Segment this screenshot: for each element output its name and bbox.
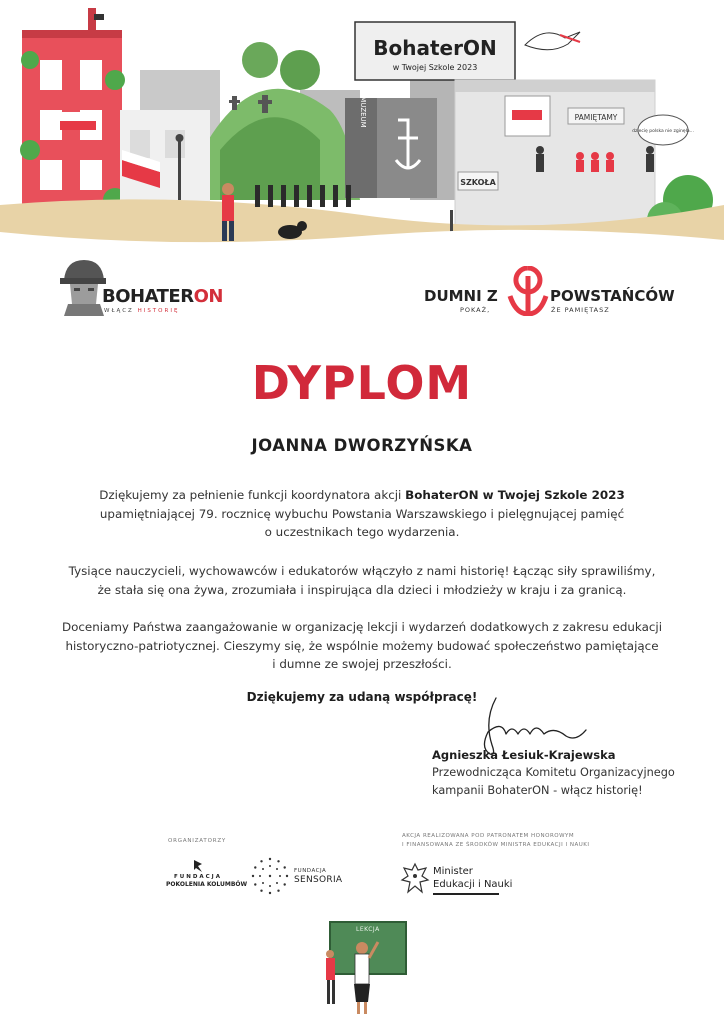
dotted-circle-icon <box>250 856 290 896</box>
thanks-line: Dziękujemy za udaną współpracę! <box>246 690 478 704</box>
speech-bubble: dziecię polska nie zginęła... <box>632 129 694 134</box>
ze-pamietasz-text: ŻE PAMIĘTASZ <box>551 306 610 314</box>
fundacja-pokolenia-kolumbow-logo: FUNDACJA POKOLENIA KOLUMBÓW <box>166 856 230 896</box>
minister-rule <box>433 893 499 895</box>
fundacja-sensoria-logo: FUNDACJA SENSORIA <box>250 856 350 896</box>
pamietamy-sign: PAMIĘTAMY <box>574 113 618 122</box>
dumni-z-powstancow-logo <box>420 262 680 318</box>
lekcja-chalk-text: LEKCJA <box>356 926 380 933</box>
soldier-helmet-icon <box>58 258 108 316</box>
bohateron-logo-text: BOHATERON <box>102 286 223 307</box>
signatory-name: Agnieszka Łesiuk-Krajewska <box>432 748 616 762</box>
dumni-z-text: DUMNI Z <box>424 287 498 305</box>
patronage-note: AKCJA REALIZOWANA POD PATRONATEM HONOROWYM I FINANSOWANA ZE ŚRODKÓW MINISTRA EDUKACJI I NAUKI <box>402 833 590 848</box>
museum-label: MUZEUM <box>359 96 367 128</box>
bohateron-logo-tagline: WŁĄCZ HISTORIĘ <box>104 308 180 314</box>
paragraph-3: Doceniamy Państwa zaangażowanie w organizację lekcji i wydarzeń dodatkowych z zakresu edukacji historyczno-patriotycznej. Cieszymy się, że wspólnie możemy budować społeczeństwo pamiętające i dumne ze swojej przeszłości. <box>61 620 663 671</box>
eagle-emblem-icon <box>400 862 430 896</box>
powstancow-text: POWSTAŃCÓW <box>550 287 675 305</box>
signatory-role-line1: Przewodnicząca Komitetu Organizacyjnego <box>432 766 675 779</box>
anchor-emblem-icon <box>506 266 550 316</box>
pokaz-text: POKAŻ, <box>460 306 491 314</box>
city-illustration <box>0 0 724 250</box>
campaign-sign-sub: w Twojej Szkole 2023 <box>392 63 478 72</box>
campaign-name-bold: BohaterON w Twojej Szkole 2023 <box>405 488 625 502</box>
paragraph-2: Tysiące nauczycieli, wychowawców i edukatorów włączyło z nami historię! Łącząc siły sprawiliśmy, że stała się ona żywa, zrozumiała i inspirująca dla dzieci i młodzieży w kraju i za granicą. <box>68 564 656 597</box>
teacher-chalkboard-icon <box>320 920 410 1016</box>
bird-icon <box>166 856 230 874</box>
paragraph-1: Dziękujemy za pełnienie funkcji koordynatora akcji BohaterON w Twojej Szkole 2023 upamiętniającej 79. rocznicę wybuchu Powstania Warszawskiego i pielęgnującej pamięć o uczestnikach tego wydarzenia. <box>99 488 625 539</box>
chalkboard-illustration <box>320 920 410 1016</box>
header-illustration <box>0 0 724 250</box>
recipient-name: JOANNA DWORZYŃSKA <box>251 436 473 455</box>
minister-edukacji-logo: Minister Edukacji i Nauki <box>400 862 510 902</box>
bohateron-logo <box>58 258 228 320</box>
diploma-title: DYPLOM <box>251 356 473 410</box>
organizers-label: ORGANIZATORZY <box>168 838 227 844</box>
campaign-sign-title: BohaterON <box>373 36 497 60</box>
school-label: SZKOŁA <box>460 178 496 187</box>
signatory-role-line2: kampanii BohaterON - włącz historię! <box>432 784 643 797</box>
